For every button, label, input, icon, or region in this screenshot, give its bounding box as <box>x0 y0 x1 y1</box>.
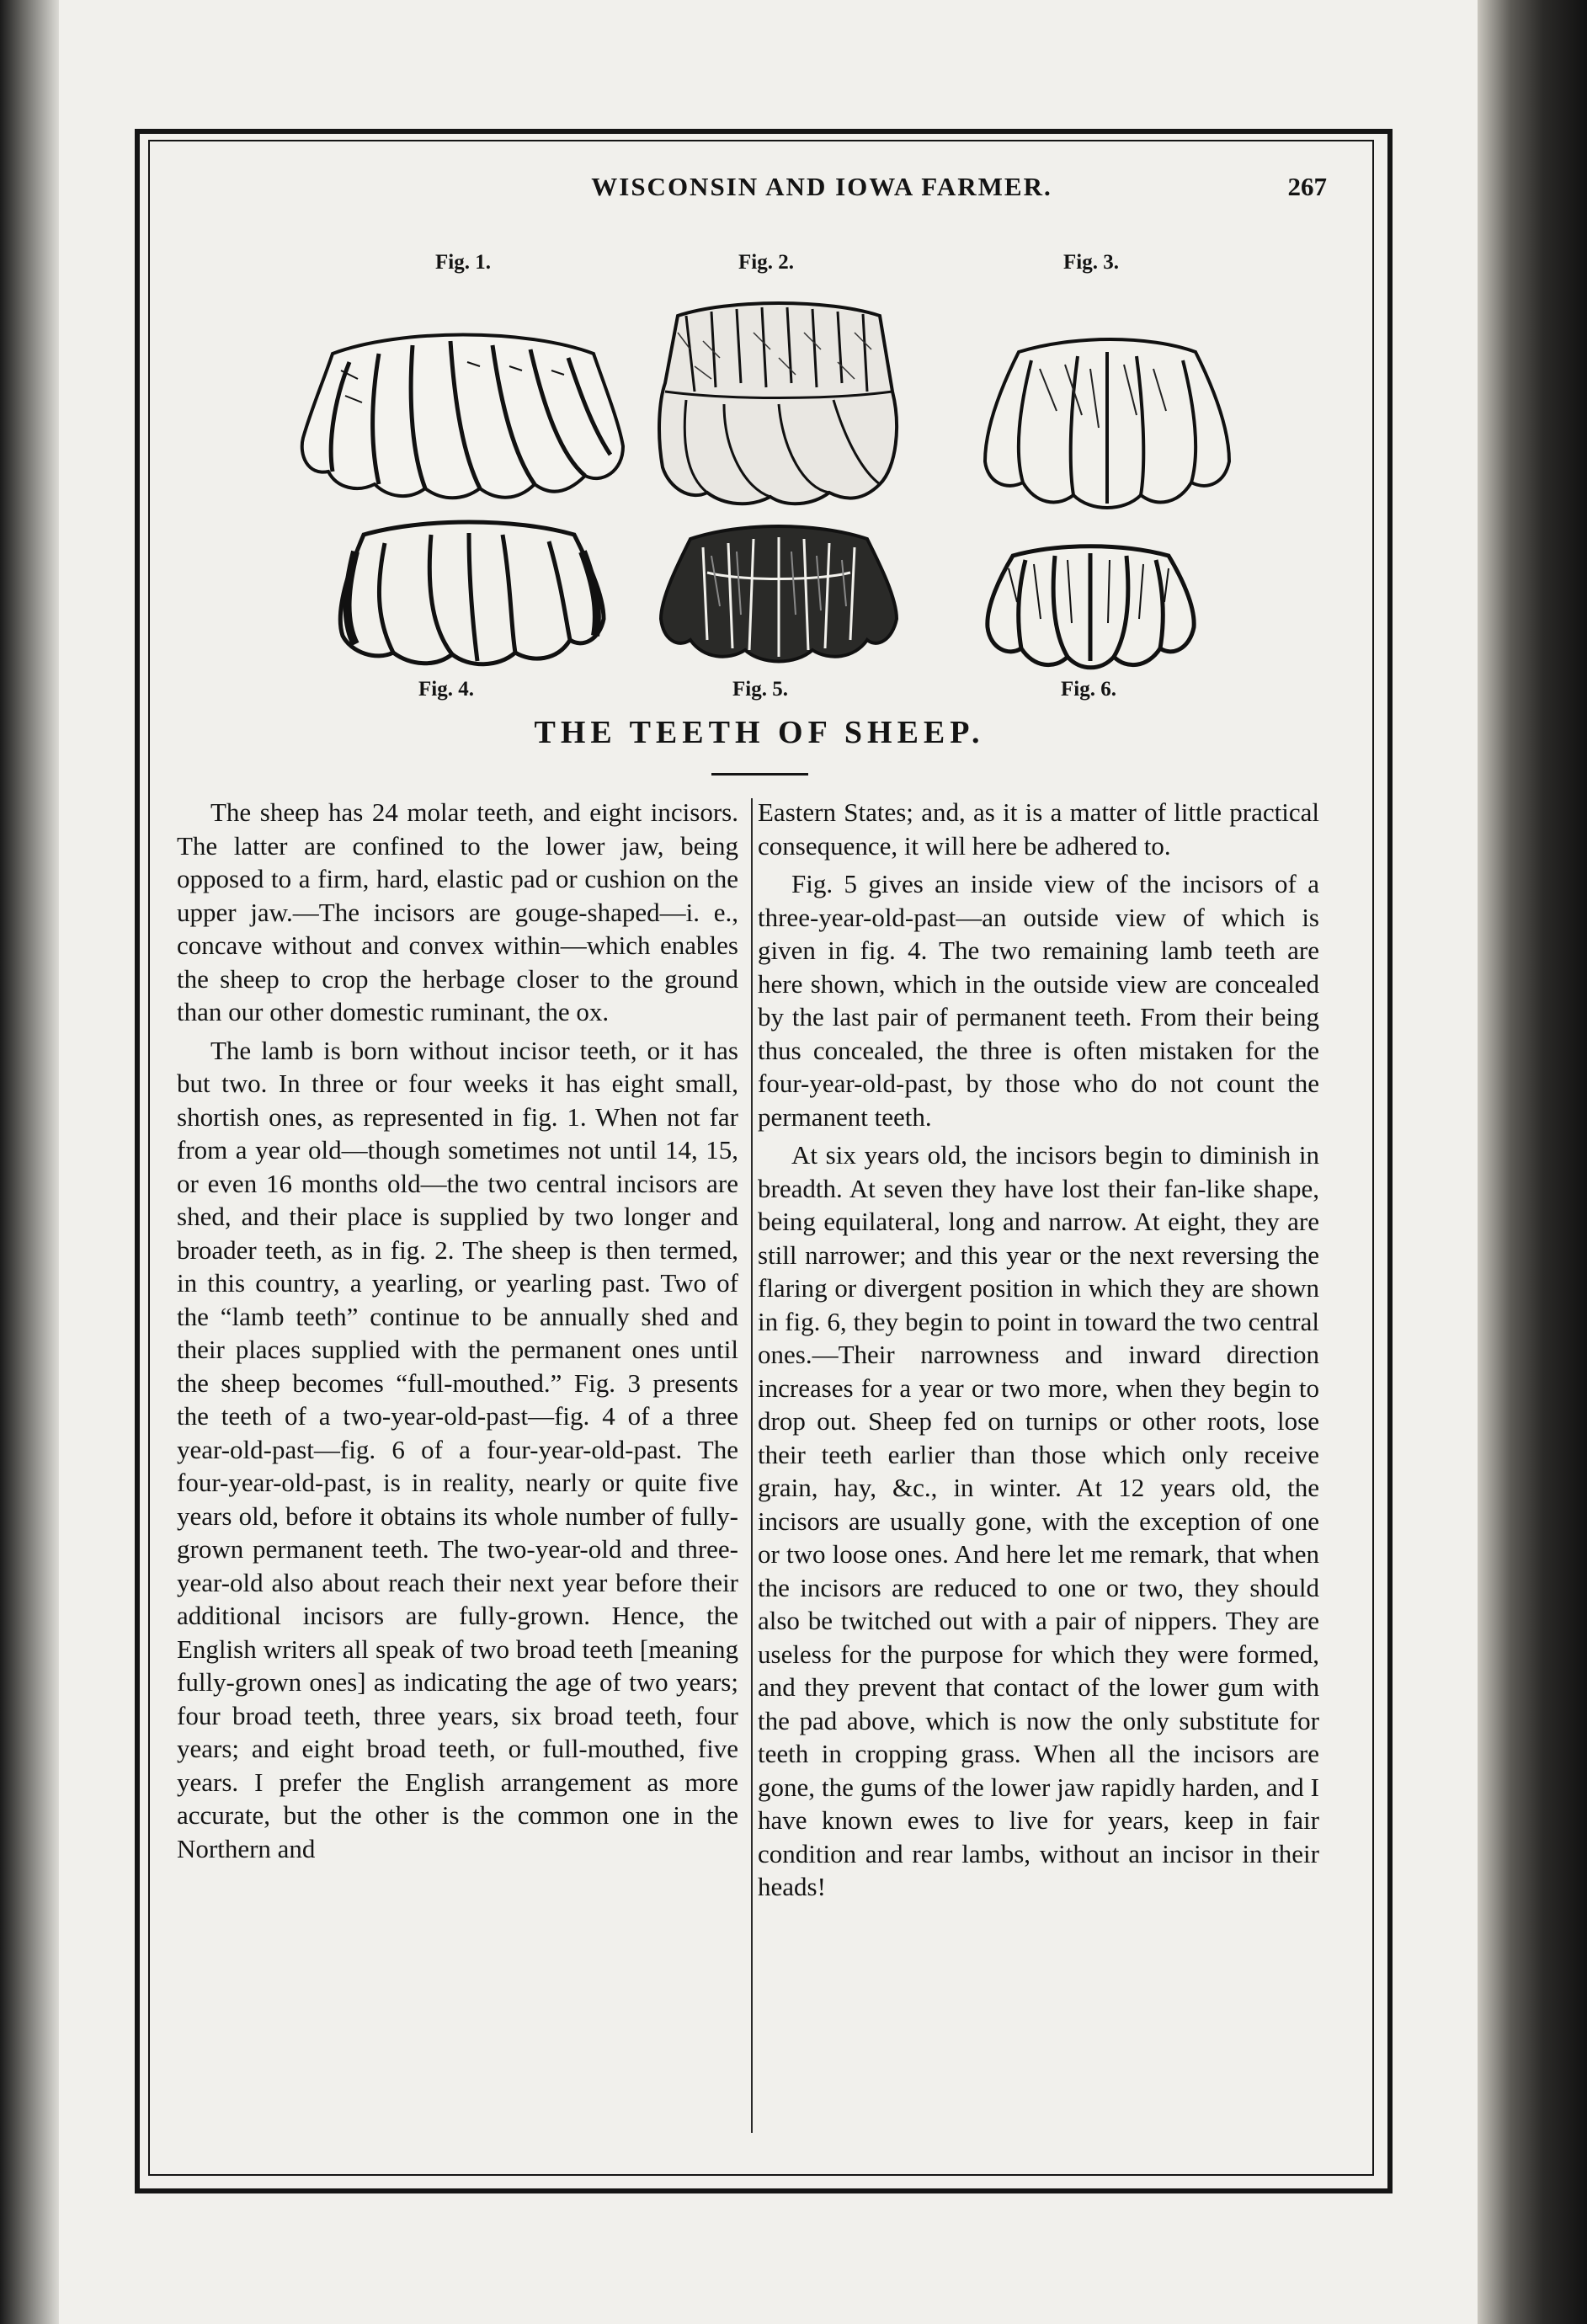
fig-6-teeth-illustration <box>983 543 1198 674</box>
fig-2-teeth-illustration <box>652 299 905 509</box>
fig-5-teeth-illustration <box>657 522 901 669</box>
article-column-left <box>177 796 738 1870</box>
fig-3-label: Fig. 3. <box>1063 251 1119 274</box>
column-divider <box>751 798 753 2133</box>
article-title: THE TEETH OF SHEEP. <box>534 715 985 750</box>
fig-5-label: Fig. 5. <box>732 678 788 701</box>
page-number: 267 <box>1287 172 1327 201</box>
fig-4-teeth-illustration <box>330 518 608 669</box>
paragraph: At six years old, the incisors begin to diminish in breadth. At seven they have lost their fan-like shape, being equilateral, long and narrow. At eight, they are still narrower; and this year or the next reversing the flaring or divergent position in which they are shown in fig. 6, they begin to point in toward the two central ones.—Their narrowness and inward direction increases for a year or two more, when they begin to drop out. Sheep fed on turnips or other roots, lose their teeth earlier than those which only receive grain, hay, &c., in winter. At 12 years old, the incisors are usually gone, with the exception of one or two loose ones. And here let me remark, that when the incisors are reduced to one or two, they should also be twitched out with a pair of nippers. They are useless for the purpose for which they were formed, and they prevent that contact of the lower gum with the pad above, which is now the only substitute for teeth in cropping grass. When all the incisors are gone, the gums of the lower jaw rapidly harden, and I have known ewes to live for years, keep in fair condition and rear lambs, without an incisor in their heads! <box>758 1140 1319 1901</box>
fig-6-label: Fig. 6. <box>1061 678 1116 701</box>
fig-4-label: Fig. 4. <box>418 678 474 701</box>
paragraph: The lamb is born without incisor teeth, or it has but two. In three or four weeks it has eight small, shortish ones, as represented in fig. 1. When not far from a year old—though sometimes not until 14, 15, or even 16 months old—the two central incisors are shed, and their place is supplied by two longer and broader teeth, as in fig. 2. The sheep is then termed, in this country, a yearling, or yearling past. Two of the “lamb teeth” continue to be annually shed and their places supplied with the permanent ones until the sheep becomes “full-mouthed.” Fig. 3 presents the teeth of a two-year-old-past—fig. 4 of a three year-old-past—fig. 6 of a four-year-old-past. The four-year-old-past, is in reality, nearly or quite five years old, before it obtains its whole number of fully-grown permanent teeth. The two-year-old and three-year-old also about reach their next year before their additional incisors are fully-grown. Hence, the English writers all speak of two broad teeth [meaning fully-grown ones] as indicating the age of two years; four broad teeth, three years, six broad teeth, four years; and eight broad teeth, or full-mouthed, five years. I prefer the English arrangement as more accurate, but the other is the common one in the Northern and <box>177 1035 738 1863</box>
fig-2-label: Fig. 2. <box>738 251 794 274</box>
paragraph: Fig. 5 gives an inside view of the incisors of a three-year-old-past—an outside view of which is given in fig. 4. The two remaining lamb teeth are here shown, which in the outside view are concealed by the last pair of permanent teeth. From their being thus concealed, the three is often mistaken for the four-year-old-past, by those who do not count the permanent teeth. <box>758 869 1319 1132</box>
page-left-edge <box>0 0 59 2324</box>
fig-1-teeth-illustration <box>299 328 627 505</box>
title-rule <box>711 773 808 776</box>
paragraph: The sheep has 24 molar teeth, and eight incisors. The latter are confined to the lower jaw, being opposed to a firm, hard, elastic pad or cushion on the upper jaw.—The incisors are gouge-shaped—i. e., concave without and convex within—which enables the sheep to crop the herbage closer to the ground than our other domestic ruminant, the ox. <box>177 797 738 1026</box>
fig-1-label: Fig. 1. <box>435 251 491 274</box>
fig-3-teeth-illustration <box>981 335 1233 516</box>
paragraph: Eastern States; and, as it is a matter of little practical consequence, it will here be adhered to. <box>758 797 1319 861</box>
article-column-right <box>758 796 1319 1909</box>
book-spine <box>1478 0 1587 2324</box>
running-header <box>148 172 1371 205</box>
running-title: WISCONSIN AND IOWA FARMER. <box>591 172 1052 201</box>
